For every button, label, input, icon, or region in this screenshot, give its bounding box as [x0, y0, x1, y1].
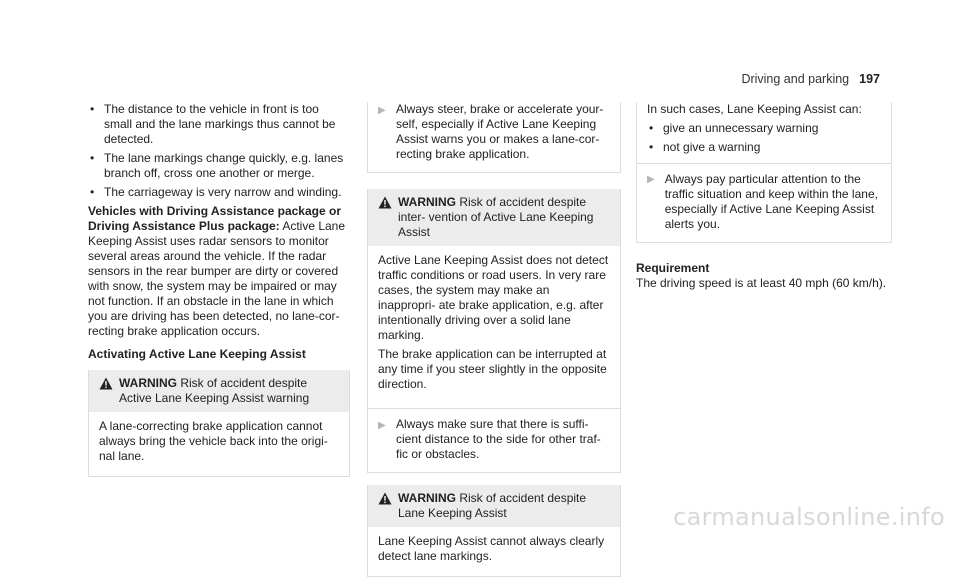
list-item: • not give a warning — [647, 140, 881, 155]
warning-title — [398, 195, 610, 240]
page-number: 197 — [859, 72, 880, 86]
info-box — [637, 163, 891, 232]
actions-list — [647, 121, 881, 155]
column-3 — [636, 102, 892, 291]
info-panel — [636, 102, 892, 243]
arrow-right-icon: ▶ — [378, 105, 386, 116]
warning-text: Lane Keeping Assist cannot always clearly detect lane markings. — [378, 534, 605, 563]
package-paragraph — [88, 204, 350, 339]
section-title: Driving and parking — [741, 72, 850, 86]
list-item: • The lane markings change quickly, e.g. lanes branch off, cross one another or merge. — [88, 151, 350, 181]
info-box — [368, 408, 620, 472]
page-header — [741, 72, 880, 87]
warning-header — [368, 189, 620, 246]
warning-header — [368, 485, 620, 527]
column-2 — [367, 102, 621, 577]
warning-body — [368, 527, 620, 576]
warning-label: WARNING — [398, 195, 456, 209]
list-item: • The carriageway is very narrow and winding. — [88, 185, 350, 200]
warning-header — [89, 370, 349, 412]
watermark: carmanualsonline.info — [673, 503, 945, 531]
warning-box — [88, 370, 350, 477]
warning-text: The brake application can be interrupted at any time if you steer slightly in the opposite direction. — [378, 347, 607, 391]
warning-triangle-icon — [378, 492, 392, 505]
warning-triangle-icon — [99, 377, 113, 390]
warning-body — [368, 246, 620, 404]
warning-label: WARNING — [119, 376, 177, 390]
warning-title-text: Risk of accident despite Lane Keeping Assist — [398, 491, 587, 520]
warning-title — [398, 491, 610, 521]
arrow-right-icon: ▶ — [378, 420, 386, 431]
info-text: Always make sure that there is suffi- cient distance to the side for other traf- fic or obstacles. — [396, 417, 601, 461]
requirement-heading: Requirement — [636, 261, 710, 275]
warning-box — [367, 485, 621, 577]
list-item: • The distance to the vehicle in front is too small and the lane markings thus cannot be detected. — [88, 102, 350, 147]
list-item: • give an unnecessary warning — [647, 121, 881, 136]
warning-title-text: Risk of accident despite inter- vention of Active Lane Keeping Assist — [398, 195, 594, 239]
info-text: Always steer, brake or accelerate your- self, especially if Active Lane Keeping Assist warns you or makes a lane-cor- recting brake application. — [396, 102, 604, 161]
column-1 — [88, 102, 350, 477]
section-heading: Activating Active Lane Keeping Assist — [88, 347, 306, 361]
info-text: Always pay particular attention to the traffic situation and keep within the lane, especially if Active Lane Keeping Assist alerts you. — [664, 172, 878, 231]
package-label: Vehicles with Driving Assistance package or Driving Assistance Plus package: — [88, 204, 341, 233]
arrow-right-icon: ▶ — [647, 174, 655, 185]
warning-body — [89, 412, 349, 476]
requirement-text: The driving speed is at least 40 mph (60 km/h). — [636, 276, 887, 290]
conditions-list — [88, 102, 350, 200]
intro-text: In such cases, Lane Keeping Assist can: — [647, 102, 862, 116]
info-box — [367, 102, 621, 173]
warning-title — [119, 376, 339, 406]
warning-text: Active Lane Keeping Assist does not detect traffic conditions or road users. In very rare cases, the system may make an inappropri- ate brake application, e.g. after intentionally driving over a solid lane marking. — [378, 253, 609, 342]
warning-triangle-icon — [378, 196, 392, 209]
package-text: Active Lane Keeping Assist uses radar sensors to monitor several areas around the vehicle. If the radar sensors in the rear bumper are dirty or covered with snow, the system may be impaired or may not function. If an obstacle in the lane in which you are driving has been detected, no lane-cor- recting brake application occurs. — [88, 219, 346, 338]
warning-title-text: Risk of accident despite Active Lane Keeping Assist warning — [119, 376, 310, 405]
warning-box — [367, 189, 621, 473]
warning-text: A lane-correcting brake application cannot always bring the vehicle back into the origi- nal lane. — [99, 419, 328, 463]
warning-label: WARNING — [398, 491, 456, 505]
